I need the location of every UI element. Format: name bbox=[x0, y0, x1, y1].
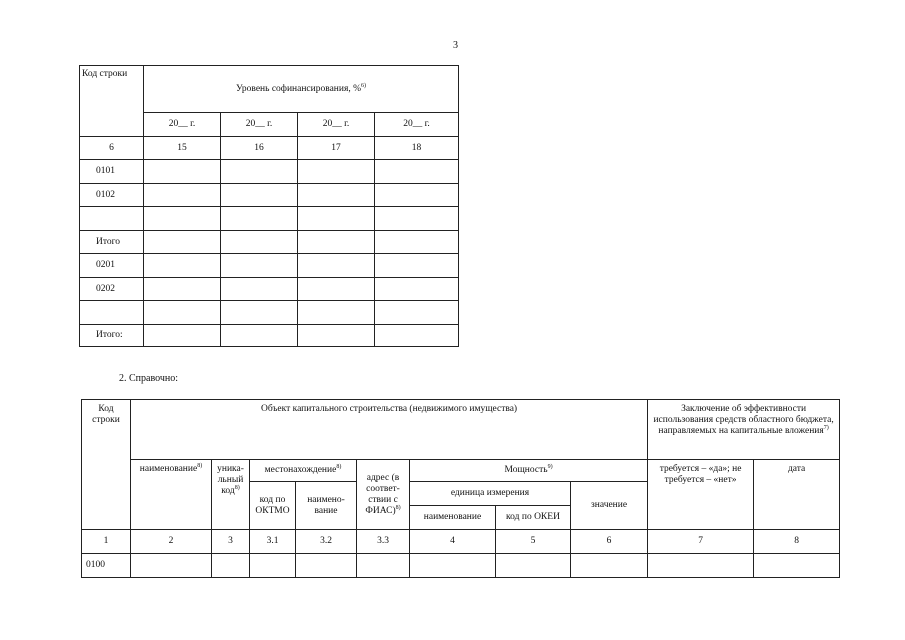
row-code: Итого: bbox=[80, 325, 144, 347]
loc-name-header: наимено-вание bbox=[296, 482, 357, 530]
unit-name-header: наименование bbox=[410, 506, 496, 530]
table-row bbox=[80, 254, 459, 278]
col-number: 3.2 bbox=[296, 530, 357, 554]
col-number: 6 bbox=[571, 530, 648, 554]
table-row bbox=[80, 325, 459, 347]
date-header: дата bbox=[754, 460, 840, 530]
col-number: 8 bbox=[754, 530, 840, 554]
oktmo-header: код по ОКТМО bbox=[250, 482, 296, 530]
col-number: 1 bbox=[82, 530, 131, 554]
unit-header: единица измерения bbox=[410, 482, 571, 506]
year-cell: 20__ г. bbox=[298, 113, 375, 137]
row-code: 0102 bbox=[80, 184, 144, 207]
table-row bbox=[80, 231, 459, 254]
table-row bbox=[80, 184, 459, 207]
row-code: 0101 bbox=[80, 160, 144, 184]
table-row bbox=[82, 554, 840, 578]
name-header: наименование$^{8)}$ bbox=[131, 460, 212, 530]
col-number: 3.3 bbox=[357, 530, 410, 554]
col-number: 16 bbox=[221, 137, 298, 160]
table-row bbox=[80, 207, 459, 231]
col-number: 3 bbox=[212, 530, 250, 554]
col-number: 15 bbox=[144, 137, 221, 160]
col-number: 7 bbox=[648, 530, 754, 554]
table-row bbox=[80, 278, 459, 301]
cofinancing-table bbox=[79, 65, 459, 347]
row-code: 0201 bbox=[80, 254, 144, 278]
unique-code-header: уника-льный код$^{8)}$ bbox=[212, 460, 250, 530]
code-header: Код строки bbox=[82, 400, 131, 530]
col-number: 5 bbox=[496, 530, 571, 554]
row-code bbox=[80, 207, 144, 231]
value-header: значение bbox=[571, 482, 648, 530]
col-number: 2 bbox=[131, 530, 212, 554]
col-number: 17 bbox=[298, 137, 375, 160]
table-row bbox=[80, 160, 459, 184]
year-cell: 20__ г. bbox=[144, 113, 221, 137]
year-cell: 20__ г. bbox=[375, 113, 459, 137]
col-number: 4 bbox=[410, 530, 496, 554]
page-number: 3 bbox=[453, 40, 458, 51]
row-code bbox=[80, 301, 144, 325]
section-title: 2. Справочно: bbox=[119, 373, 179, 384]
required-header: требуется – «да»; не требуется – «нет» bbox=[648, 460, 754, 530]
code-header: Код строки bbox=[80, 66, 144, 137]
reference-table bbox=[81, 399, 840, 578]
capacity-header: Мощность$^{9)}$ bbox=[410, 460, 648, 482]
object-header: Объект капитального строительства (недвижимого имущества) bbox=[131, 400, 648, 460]
level-header: Уровень софинансирования, %$^{6)}$ bbox=[144, 66, 459, 113]
okei-header: код по ОКЕИ bbox=[496, 506, 571, 530]
conclusion-header: Заключение об эффективности использования средств областного бюджета, направляемых на капитальные вложения$^{7)}$ bbox=[648, 400, 840, 460]
row-code: Итого bbox=[80, 231, 144, 254]
location-header: местонахождение$^{8)}$ bbox=[250, 460, 357, 482]
col-number: 18 bbox=[375, 137, 459, 160]
row-code: 0100 bbox=[82, 554, 131, 578]
year-cell: 20__ г. bbox=[221, 113, 298, 137]
col-number: 6 bbox=[80, 137, 144, 160]
address-header: адрес (в соответ-ствии с ФИАС)$^{8)}$ bbox=[357, 460, 410, 530]
table-row bbox=[80, 301, 459, 325]
col-number: 3.1 bbox=[250, 530, 296, 554]
row-code: 0202 bbox=[80, 278, 144, 301]
